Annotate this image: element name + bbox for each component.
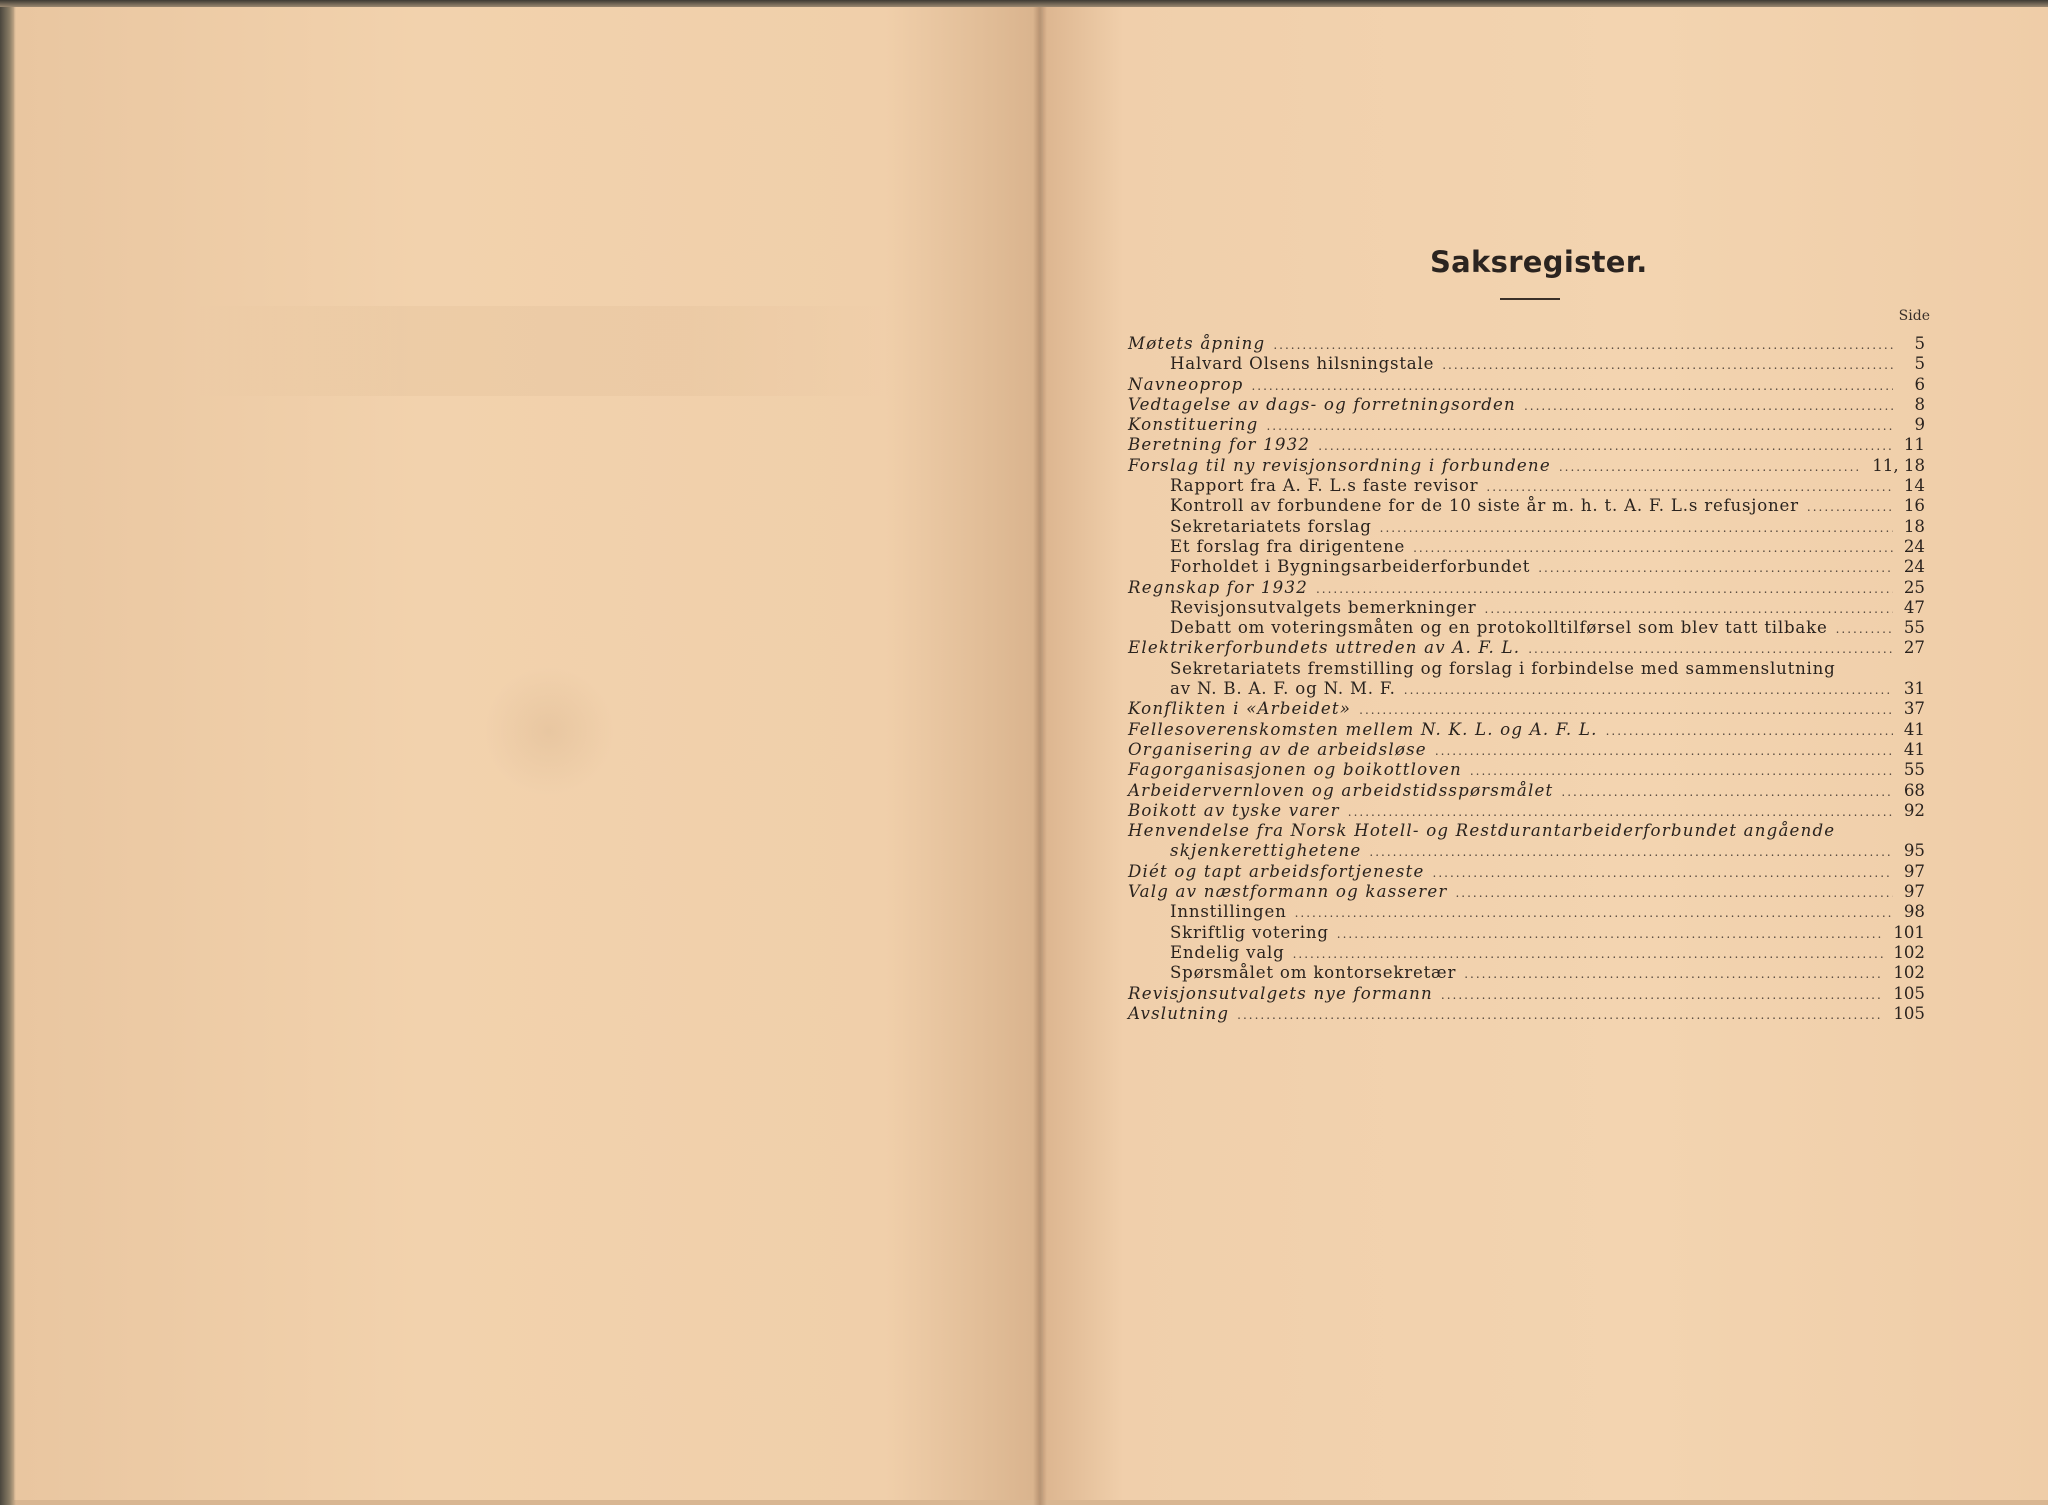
dot-leader: [1337, 927, 1884, 941]
dot-leader: [1455, 886, 1893, 900]
dot-leader: [1561, 785, 1893, 799]
toc-entry: [1128, 334, 1925, 354]
toc-entry-text: Diét og tapt arbeidsfortjeneste: [1128, 861, 1425, 881]
toc-page-number: 6: [1914, 374, 1925, 394]
dot-leader: [1470, 764, 1893, 778]
toc-page-number: 41: [1903, 719, 1925, 739]
toc-entry-text: Fellesoverenskomsten mellem N. K. L. og A. F. L.: [1128, 719, 1598, 739]
toc-entry: [1128, 659, 1925, 679]
toc-entry: [1128, 943, 1925, 963]
page-title: Saksregister.: [1430, 245, 1648, 279]
toc-page-number: 105: [1893, 983, 1925, 1003]
toc-entry-text: skjenkerettighetene: [1170, 841, 1362, 861]
toc-page-number: 102: [1893, 963, 1925, 983]
dot-leader: [1441, 988, 1883, 1002]
toc-entry: [1128, 598, 1925, 618]
toc-entry-text: Halvard Olsens hilsningstale: [1170, 354, 1435, 374]
dot-leader: [1237, 1008, 1883, 1022]
toc-entry-text: Regnskap for 1932: [1128, 577, 1308, 597]
toc-entry: [1128, 578, 1925, 598]
toc-entry: [1128, 760, 1925, 780]
toc-page-number: 16: [1903, 496, 1925, 516]
toc-entry: [1128, 618, 1925, 638]
dot-leader: [1538, 561, 1893, 575]
toc-entry: [1128, 476, 1925, 496]
dot-leader: [1807, 500, 1893, 514]
toc-entry: [1128, 740, 1925, 760]
toc-entry-text: Arbeidervernloven og arbeidstidsspørsmålet: [1128, 780, 1554, 800]
dot-leader: [1464, 967, 1883, 981]
toc-page-number: 18: [1903, 516, 1925, 536]
toc-entry: [1128, 699, 1925, 719]
dot-leader: [1524, 399, 1893, 413]
toc-entry-text: Innstillingen: [1170, 902, 1287, 922]
toc-entry-text: Vedtagelse av dags- og forretningsorden: [1128, 394, 1516, 414]
dot-leader: [1295, 906, 1893, 920]
toc-entry-text: Henvendelse fra Norsk Hotell- og Restdurantarbeiderforbundet angående: [1128, 821, 1836, 841]
toc-entry-text: Avslutning: [1128, 1003, 1230, 1023]
toc-entry: [1128, 435, 1925, 455]
toc-page-number: 25: [1903, 577, 1925, 597]
toc-entry-text: Sekretariatets forslag: [1170, 516, 1372, 536]
toc-entry-text: Skriftlig votering: [1170, 922, 1329, 942]
dot-leader: [1528, 642, 1893, 656]
toc-entry: [1128, 882, 1925, 902]
toc-entry-text: Organisering av de arbeidsløse: [1128, 739, 1427, 759]
dot-leader: [1559, 460, 1862, 474]
toc-page-number: 11, 18: [1872, 455, 1925, 475]
toc-entry: [1128, 557, 1925, 577]
dot-leader: [1293, 947, 1884, 961]
toc-entry-text: Boikott av tyske varer: [1128, 800, 1340, 820]
dot-leader: [1433, 866, 1893, 880]
dot-leader: [1359, 703, 1893, 717]
dot-leader: [1266, 419, 1893, 433]
toc-entry-text: Endelig valg: [1170, 942, 1285, 962]
toc-page-number: 41: [1903, 739, 1925, 759]
toc-entry: [1128, 375, 1925, 395]
toc-page-number: 101: [1893, 922, 1925, 942]
toc-entry: [1128, 801, 1925, 821]
toc-page-number: 9: [1914, 415, 1925, 435]
dot-leader: [1318, 439, 1893, 453]
dot-leader: [1485, 602, 1893, 616]
toc-entry: [1128, 638, 1925, 658]
book-gutter: [1033, 0, 1047, 1505]
toc-entry: [1128, 902, 1925, 922]
toc-page-number: 95: [1903, 841, 1925, 861]
dot-leader: [1606, 724, 1893, 738]
toc-entry-text: Konflikten i «Arbeidet»: [1128, 699, 1352, 719]
toc-entry-continuation: [1128, 841, 1925, 861]
toc-entry-text: Kontroll av forbundene for de 10 siste år m. h. t. A. F. L.s refusjoner: [1170, 496, 1799, 516]
dot-leader: [1413, 541, 1893, 555]
toc-page-number: 24: [1903, 536, 1925, 556]
toc-page-number: 14: [1903, 476, 1925, 496]
scan-left-edge: [0, 0, 16, 1505]
toc-page-number: 8: [1914, 394, 1925, 414]
toc-entry-text: Debatt om voteringsmåten og en protokolltilførsel som blev tatt tilbake: [1170, 618, 1828, 638]
toc-entry: [1128, 923, 1925, 943]
toc-entry: [1128, 720, 1925, 740]
left-page-blank: [14, 6, 1039, 1500]
toc-page-number: 97: [1903, 861, 1925, 881]
toc-entry: [1128, 496, 1925, 516]
toc-entry: [1128, 963, 1925, 983]
toc-entry: [1128, 781, 1925, 801]
table-of-contents: [1128, 334, 1925, 1024]
toc-page-number: 31: [1903, 679, 1925, 699]
dot-leader: [1404, 683, 1893, 697]
toc-entry-text: Elektrikerforbundets uttreden av A. F. L.: [1128, 638, 1521, 658]
toc-page-number: 97: [1903, 882, 1925, 902]
dot-leader: [1251, 379, 1893, 393]
toc-entry-text: Revisjonsutvalgets bemerkninger: [1170, 597, 1477, 617]
dot-leader: [1435, 744, 1893, 758]
title-divider: [1500, 298, 1560, 300]
toc-entry: [1128, 395, 1925, 415]
toc-page-number: 92: [1903, 800, 1925, 820]
toc-page-number: 47: [1903, 597, 1925, 617]
toc-entry-text: Rapport fra A. F. L.s faste revisor: [1170, 476, 1479, 496]
show-through-emblem: [484, 666, 614, 796]
dot-leader: [1486, 480, 1893, 494]
toc-entry: [1128, 821, 1925, 841]
toc-page-number: 5: [1914, 334, 1925, 353]
toc-entry: [1128, 354, 1925, 374]
toc-page-number: 11: [1903, 435, 1925, 455]
toc-page-number: 27: [1903, 638, 1925, 658]
dot-leader: [1273, 338, 1893, 352]
toc-page-number: 55: [1903, 760, 1925, 780]
toc-entry: [1128, 1004, 1925, 1024]
dot-leader: [1316, 582, 1893, 596]
toc-entry-text: Forslag til ny revisjonsordning i forbundene: [1128, 455, 1551, 475]
toc-entry-text: Revisjonsutvalgets nye formann: [1128, 983, 1433, 1003]
dot-leader: [1380, 521, 1893, 535]
toc-page-number: 24: [1903, 557, 1925, 577]
toc-page-number: 5: [1914, 354, 1925, 374]
toc-entry: [1128, 984, 1925, 1004]
toc-entry-text: Sekretariatets fremstilling og forslag i forbindelse med sammenslutning: [1170, 658, 1836, 678]
toc-entry-text: Navneoprop: [1128, 374, 1244, 394]
toc-entry: [1128, 415, 1925, 435]
scan-top-edge: [0, 0, 2048, 7]
page-column-header: Side: [1898, 308, 1930, 324]
toc-entry: [1128, 862, 1925, 882]
toc-entry-text: Valg av næstformann og kasserer: [1128, 882, 1448, 902]
toc-entry-continuation: [1128, 679, 1925, 699]
toc-page-number: 98: [1903, 902, 1925, 922]
toc-entry: [1128, 537, 1925, 557]
dot-leader: [1348, 805, 1893, 819]
toc-entry-text: Et forslag fra dirigentene: [1170, 536, 1406, 556]
dot-leader: [1369, 845, 1893, 859]
toc-entry-text: Konstituering: [1128, 415, 1259, 435]
toc-page-number: 105: [1893, 1003, 1925, 1023]
toc-entry-text: Forholdet i Bygningsarbeiderforbundet: [1170, 557, 1531, 577]
toc-entry: [1128, 517, 1925, 537]
toc-entry: [1128, 456, 1925, 476]
toc-page-number: 68: [1903, 780, 1925, 800]
toc-page-number: 55: [1903, 618, 1925, 638]
dot-leader: [1442, 358, 1893, 372]
show-through-text: [194, 306, 894, 396]
toc-page-number: 102: [1893, 942, 1925, 962]
toc-page-number: 37: [1903, 699, 1925, 719]
toc-entry-text: Fagorganisasjonen og boikottloven: [1128, 760, 1462, 780]
toc-entry-text: Spørsmålet om kontorsekretær: [1170, 963, 1457, 983]
toc-entry-text: Møtets åpning: [1128, 334, 1266, 353]
toc-entry-text: av N. B. A. F. og N. M. F.: [1170, 679, 1396, 699]
toc-entry-text: Beretning for 1932: [1128, 435, 1311, 455]
dot-leader: [1836, 622, 1893, 636]
